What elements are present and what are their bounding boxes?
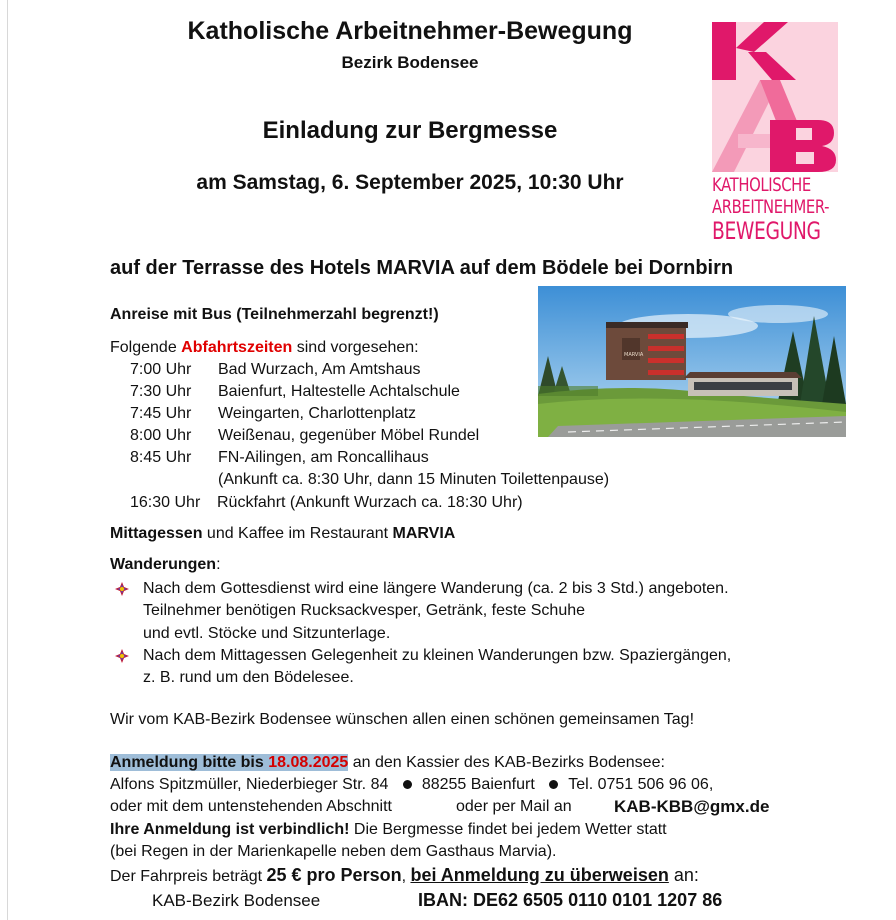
fare-end: an: xyxy=(668,865,699,885)
stop-place-1: Bad Wurzach, Am Amtshaus xyxy=(218,361,421,378)
return-text: Rückfahrt (Ankunft Wurzach ca. 18:30 Uhr) xyxy=(217,494,523,511)
rain-note: (bei Regen in der Marienkapelle neben dem Gasthaus Marvia). xyxy=(110,843,557,860)
logo-line-1: KATHOLISCHE xyxy=(712,174,811,196)
page-edge xyxy=(7,0,8,920)
logo-line-3: BEWEGUNG xyxy=(712,217,821,245)
bullet-icon xyxy=(115,649,129,663)
hike-1-line-1: Nach dem Gottesdienst wird eine längere Wanderung (ca. 2 bis 3 Std.) angeboten. xyxy=(143,580,729,597)
hikes-heading-text: Wanderungen xyxy=(110,556,217,573)
fare-comma: , xyxy=(401,868,411,885)
hike-2-line-1: Nach dem Mittagessen Gelegenheit zu kleinen Wanderungen bzw. Spaziergängen, xyxy=(143,647,732,664)
hike-1-line-2: Teilnehmer benötigen Rucksackvesper, Getränk, feste Schuhe xyxy=(143,602,586,619)
fare-intro: Der Fahrpreis beträgt xyxy=(110,868,267,885)
registration-after: an den Kassier des KAB-Bezirks Bodensee: xyxy=(348,754,665,771)
lunch-line xyxy=(110,525,455,543)
wish-line: Wir vom KAB-Bezirk Bodensee wünschen allen einen schönen gemeinsamen Tag! xyxy=(110,711,695,728)
stop-place-2: Baienfurt, Haltestelle Achtalschule xyxy=(218,383,460,400)
stop-place-5: FN-Ailingen, am Roncallihaus xyxy=(218,449,429,466)
return-time: 16:30 Uhr xyxy=(130,494,201,511)
stop-time-4: 8:00 Uhr xyxy=(130,427,192,444)
stop-time-1: 7:00 Uhr xyxy=(130,361,192,378)
kab-logo xyxy=(708,22,838,244)
departure-times-highlight: Abfahrtszeiten xyxy=(181,339,293,356)
stop-time-5: 8:45 Uhr xyxy=(130,449,192,466)
hotel-photo xyxy=(538,286,846,437)
hikes-heading-colon: : xyxy=(216,556,221,573)
separator-dot-icon xyxy=(549,780,558,789)
stop-place-4: Weißenau, gegenüber Möbel Rundel xyxy=(218,427,480,444)
hike-1-line-3: und evtl. Stöcke und Sitzunterlage. xyxy=(143,625,391,642)
hike-2-line-2: z. B. rund um den Bödelesee. xyxy=(143,669,354,686)
fare-line xyxy=(110,865,699,886)
hikes-heading xyxy=(110,556,221,574)
separator-dot-icon xyxy=(403,780,412,789)
phone: Tel. 0751 506 96 06, xyxy=(568,776,714,793)
address-city: 88255 Baienfurt xyxy=(421,776,535,793)
arrival-note: (Ankunft ca. 8:30 Uhr, dann 15 Minuten Toilettenpause) xyxy=(218,471,610,488)
binding-line xyxy=(110,821,667,839)
event-date: am Samstag, 6. September 2025, 10:30 Uhr xyxy=(196,171,624,194)
binding-bold: Ihre Anmeldung ist verbindlich! xyxy=(110,821,350,838)
address-name: Alfons Spitzmüller, Niederbieger Str. 84 xyxy=(110,776,389,793)
registration-alt-b: oder per Mail an xyxy=(456,798,572,815)
venue-line: auf der Terrasse des Hotels MARVIA auf dem Bödele bei Dornbirn xyxy=(110,257,734,279)
district-subtitle: Bezirk Bodensee xyxy=(341,53,479,72)
departure-intro-after: sind vorgesehen: xyxy=(292,339,419,356)
travel-heading: Anreise mit Bus (Teilnehmerzahl begrenzt!) xyxy=(110,306,439,323)
fare-amount: 25 € pro Person xyxy=(266,865,402,885)
registration-alt-a: oder mit dem untenstehenden Abschnitt xyxy=(110,798,392,815)
hotel-photo-graphic xyxy=(538,286,846,437)
logo-line-2: ARBEITNEHMER- xyxy=(712,196,830,218)
departure-intro-before: Folgende xyxy=(110,339,182,356)
registration-line xyxy=(110,754,665,772)
organization-title: Katholische Arbeitnehmer-Bewegung xyxy=(187,17,633,45)
lunch-bold: Mittagessen xyxy=(110,525,203,542)
lunch-restaurant: MARVIA xyxy=(392,525,456,542)
departure-intro xyxy=(110,339,419,357)
stop-place-3: Weingarten, Charlottenplatz xyxy=(218,405,417,422)
binding-rest: Die Bergmesse findet bei jedem Wetter statt xyxy=(349,821,667,838)
email-link[interactable]: KAB-KBB@gmx.de xyxy=(614,797,770,816)
address-line xyxy=(110,776,713,794)
registration-label: Anmeldung bitte bis xyxy=(110,754,269,771)
lunch-middle: und Kaffee im Restaurant xyxy=(202,525,393,542)
invitation-title: Einladung zur Bergmesse xyxy=(262,117,558,144)
stop-time-2: 7:30 Uhr xyxy=(130,383,192,400)
stop-time-3: 7:45 Uhr xyxy=(130,405,192,422)
registration-deadline: 18.08.2025 xyxy=(268,754,349,771)
fare-transfer: bei Anmeldung zu überweisen xyxy=(410,865,669,885)
account-holder: KAB-Bezirk Bodensee xyxy=(152,891,321,910)
photo-sign: MARVIA xyxy=(624,352,644,358)
bullet-icon xyxy=(115,582,129,596)
iban: IBAN: DE62 6505 0110 0101 1207 86 xyxy=(418,890,723,910)
